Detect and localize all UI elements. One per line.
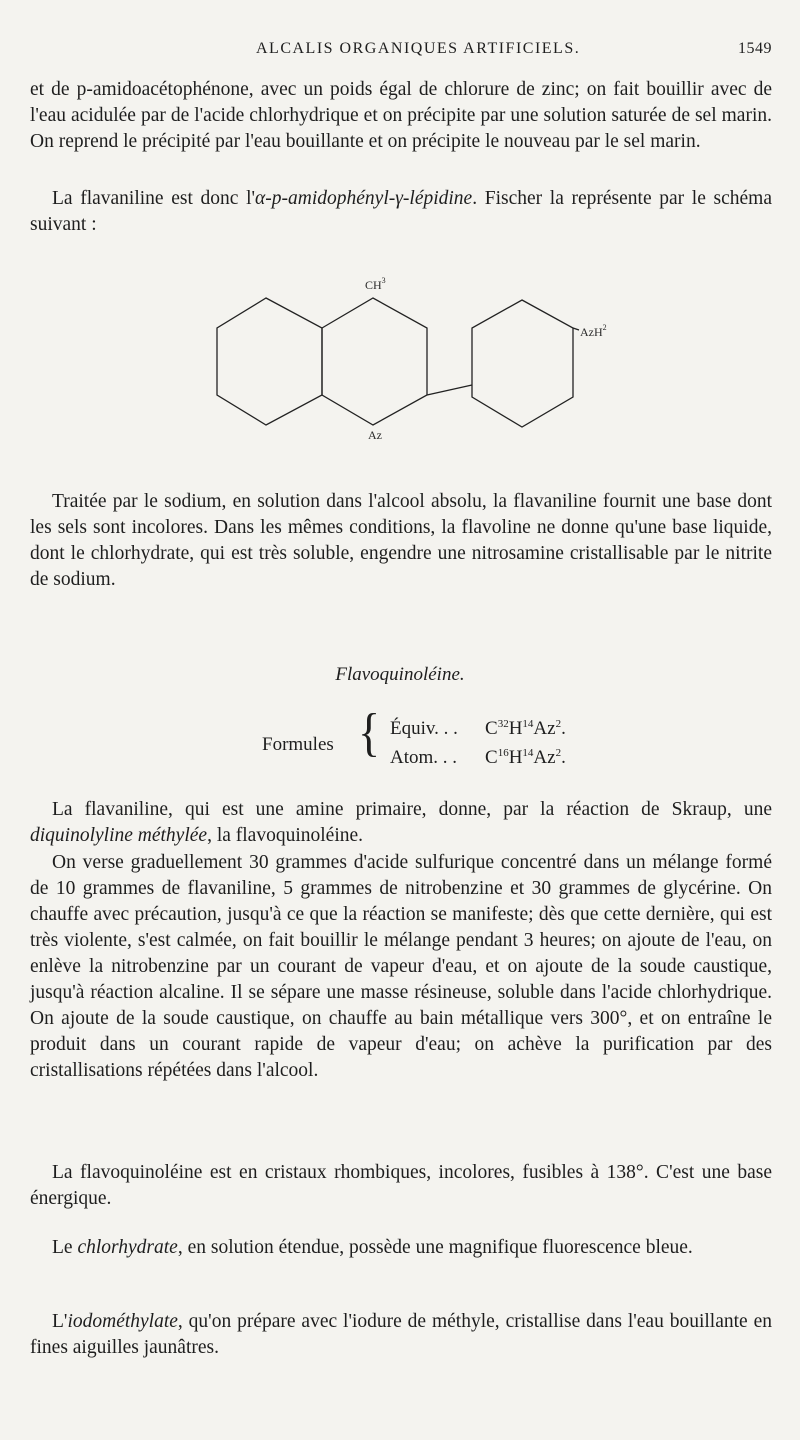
page-number: 1549 [738, 40, 772, 57]
p2-text-after: . Fischer la représente par le schéma suivant : [30, 188, 772, 235]
benzene-ring-left [217, 298, 322, 425]
atom-label: Atom. . . [390, 747, 458, 768]
formulas-label: Formules [262, 734, 334, 755]
amine-bond [573, 328, 579, 330]
p8-compound-name: iodométhylate [67, 1311, 178, 1332]
running-title: ALCALIS ORGANIQUES ARTIFICIELS. [256, 40, 581, 57]
methyl-label: $CH^3$ [365, 276, 386, 292]
p2-text-before: La flavaniline est donc l' [52, 188, 256, 209]
paragraph-fischer-scheme-intro [30, 186, 772, 238]
p8-text-after: , qu'on prépare avec l'iodure de méthyle, cristallise dans l'eau bouillante en fines aiguilles jaunâtres. [30, 1311, 772, 1358]
p7-text-after: , en solution étendue, possède une magnifique fluorescence bleue. [177, 1237, 693, 1258]
phenyl-ring-right [472, 300, 573, 427]
section-title-flavoquinoleine: Flavoquinoléine. [335, 664, 465, 685]
p8-text-before: L' [52, 1311, 68, 1332]
ring-bonds [217, 298, 579, 427]
p2-compound-name: α-p-amidophényl-γ-lépidine [255, 188, 473, 209]
formula-row-equiv [390, 718, 566, 740]
p7-text-before: Le [52, 1237, 78, 1258]
equiv-formula: $C^{32}H^{14}Az^2$. [485, 718, 566, 739]
equiv-label: Équiv. . . [390, 718, 458, 739]
p4-text-after: , la flavoquinoléine. [207, 825, 364, 846]
formula-row-atom [390, 747, 566, 769]
paragraph-preparation-procedure: On verse graduellement 30 grammes d'acide sulfurique concentré dans un mélange formé de 10 grammes de flavaniline, 5 grammes de nitrobenzine et 30 grammes de glycérine. On chauffe avec précaution, jusqu'à ce que la réaction se manifeste; dès que cette dernière, qui est très violente, s'est calmée, on fait bouillir le mélange pendant 3 heures; on ajoute de l'eau, on enlève la nitrobenzine par un courant de vapeur d'eau, et on ajoute de la soude caustique, jusqu'à réaction alcaline. Il se sépare une masse résineuse, soluble dans l'acide chlorhydrique. On ajoute de la soude caustique, on chauffe au bain métallique vers 300°, et on entraîne le produit dans un courant rapide de vapeur d'eau; on achève la purification par des cristallisations répétées dans l'alcool. [30, 852, 772, 1081]
paragraph-properties: La flavoquinoléine est en cristaux rhombiques, incolores, fusibles à 138°. C'est une base énergique. [30, 1162, 772, 1209]
pyridine-ring-middle [322, 298, 427, 425]
p4-compound-name: diquinolyline méthylée [30, 825, 208, 846]
paragraph-chlorhydrate [30, 1235, 772, 1261]
p4-text-before: La flavaniline, qui est une amine primaire, donne, par la réaction de Skraup, une [52, 799, 772, 820]
paragraph-preparation-end: et de p-amidoacétophénone, avec un poids égal de chlorure de zinc; on fait bouillir avec de l'eau acidulée par de l'acide chlorhydrique et on précipite par une solution saturée de sel marin. On reprend le précipité par l'eau bouillante et on précipite le nouveau par le sel marin. [30, 79, 772, 152]
flavaniline-structure-diagram [210, 270, 640, 445]
paragraph-sodium-reduction: Traitée par le sodium, en solution dans l'alcool absolu, la flavaniline fournit une base dont les sels sont incolores. Dans les mêmes conditions, la flavoline ne donne qu'une base liquide, dont le chlorhydrate, qui est très soluble, engendre une nitrosamine cristallisable par le nitrite de sodium. [30, 491, 772, 590]
brace-symbol: { [358, 703, 381, 762]
ring-connecting-bond [427, 385, 472, 395]
atom-formula: $C^{16}H^{14}Az^2$. [485, 747, 566, 768]
paragraph-iodomethylate [30, 1309, 772, 1361]
p7-compound-name: chlorhydrate [77, 1237, 178, 1258]
nitrogen-label: Az [368, 428, 382, 442]
paragraph-skraup-reaction [30, 797, 772, 849]
amine-label: AzH$^2$ [580, 323, 607, 339]
